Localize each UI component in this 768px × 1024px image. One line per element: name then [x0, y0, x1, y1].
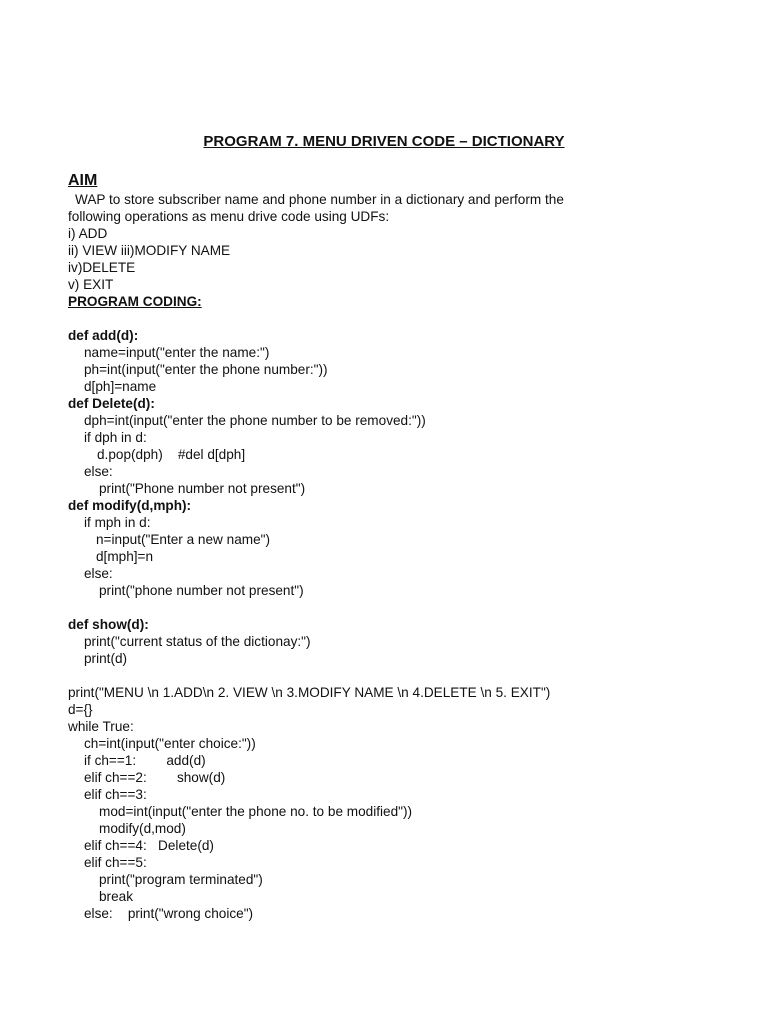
- text-line: def add(d):: [68, 328, 139, 343]
- blank-line: [0, 310, 768, 327]
- text-line: n=input("Enter a new name"): [96, 532, 271, 547]
- text-line: print("MENU \n 1.ADD\n 2. VIEW \n 3.MODIFY NAME \n 4.DELETE \n 5. EXIT"): [68, 685, 551, 700]
- text-line: following operations as menu drive code using UDFs:: [68, 209, 390, 224]
- text-line: elif ch==4: Delete(d): [84, 838, 214, 853]
- text-line: ph=int(input("enter the phone number:")): [84, 362, 328, 377]
- text-line: print("current status of the dictionay:"): [84, 634, 311, 649]
- text-line: d.pop(dph) #del d[dph]: [97, 447, 246, 462]
- text-line: PROGRAM CODING:: [68, 294, 202, 309]
- document-body: [0, 191, 768, 922]
- text-line: break: [99, 889, 134, 904]
- text-line: print("program terminated"): [99, 872, 263, 887]
- text-line: elif ch==2: show(d): [84, 770, 226, 785]
- text-line: elif ch==5:: [84, 855, 147, 870]
- text-line: name=input("enter the name:"): [84, 345, 270, 360]
- text-line: elif ch==3:: [84, 787, 147, 802]
- text-line: ii) VIEW iii)MODIFY NAME: [68, 243, 231, 258]
- text-line: print("Phone number not present"): [99, 481, 306, 496]
- blank-line: [0, 667, 768, 684]
- text-line: print("phone number not present"): [99, 583, 304, 598]
- text-line: def modify(d,mph):: [68, 498, 192, 513]
- text-line: i) ADD: [68, 226, 108, 241]
- text-line: def Delete(d):: [68, 396, 155, 411]
- blank-line: [0, 599, 768, 616]
- text-line: d={}: [68, 702, 93, 717]
- text-line: if mph in d:: [84, 515, 151, 530]
- aim-heading: AIM: [68, 172, 98, 189]
- text-line: if ch==1: add(d): [84, 753, 206, 768]
- text-line: v) EXIT: [68, 277, 114, 292]
- text-line: d[ph]=name: [84, 379, 157, 394]
- text-line: iv)DELETE: [68, 260, 136, 275]
- text-line: else:: [84, 566, 113, 581]
- text-line: dph=int(input("enter the phone number to be removed:")): [84, 413, 426, 428]
- text-line: def show(d):: [68, 617, 149, 632]
- text-line: while True:: [68, 719, 134, 734]
- text-line: if dph in d:: [84, 430, 147, 445]
- text-line: d[mph]=n: [96, 549, 154, 564]
- text-line: WAP to store subscriber name and phone number in a dictionary and perform the: [75, 192, 564, 207]
- text-line: mod=int(input("enter the phone no. to be modified")): [99, 804, 413, 819]
- page-title: PROGRAM 7. MENU DRIVEN CODE – DICTIONARY: [203, 133, 565, 150]
- text-line: ch=int(input("enter choice:")): [84, 736, 256, 751]
- text-line: print(d): [84, 651, 128, 666]
- text-line: else:: [84, 464, 113, 479]
- text-line: modify(d,mod): [99, 821, 186, 836]
- text-line: else: print("wrong choice"): [84, 906, 254, 921]
